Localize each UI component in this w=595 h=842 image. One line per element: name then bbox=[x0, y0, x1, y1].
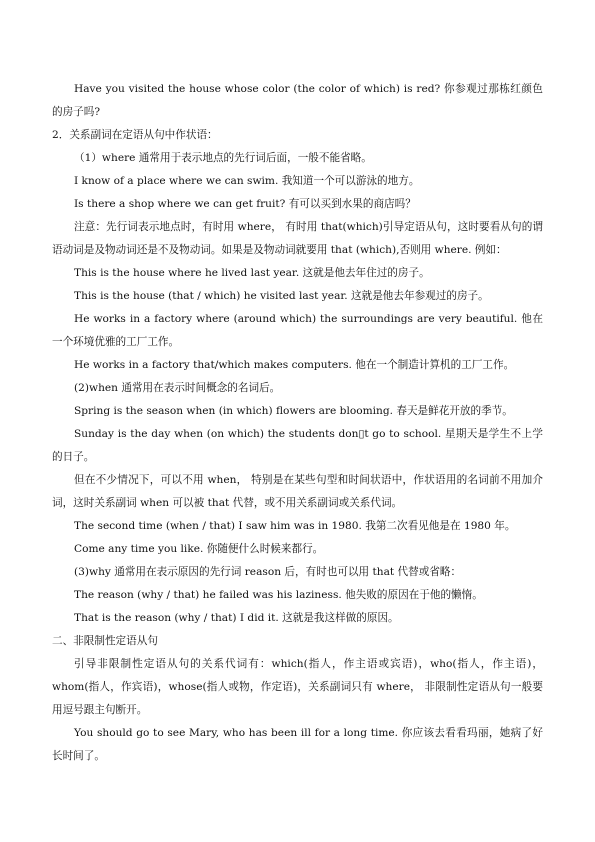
paragraph-line-22: You should go to see Mary, who has been ill for a long time. 你应该去看看玛丽，她病了好长时间了。 bbox=[52, 727, 543, 762]
paragraph-line-13: Sunday is the day when (on which) the students don▯t go to school. 星期天是学生不上学的日子。 bbox=[52, 428, 543, 463]
paragraph-line-4: I know of a place where we can swim. 我知道一个可以游泳的地方。 bbox=[74, 175, 420, 187]
paragraph-line-1: Have you visited the house whose color (the color of which) is red? 你参观过那栋红颜色的房子吗? bbox=[52, 83, 543, 118]
paragraph-nonrestrictive-intro: 引导非限制性定语从句的关系代词有：which(指人，作主语或宾语)，who(指人，作主语)，whom(指人，作宾语)，whose(指人或物，作定语)，关系副词只有 where， 非限制性定语从句一般要用逗号跟主句断开。 bbox=[52, 658, 543, 716]
paragraph-line-16: Come any time you like. 你随便什么时候来都行。 bbox=[74, 543, 324, 555]
paragraph-line-15: The second time (when / that) I saw him was in 1980. 我第二次看见他是在 1980 年。 bbox=[74, 520, 516, 532]
paragraph-line-7: This is the house where he lived last year. 这就是他去年住过的房子。 bbox=[74, 267, 430, 279]
section-heading-nonrestrictive: 二、非限制性定语从句 bbox=[52, 635, 158, 647]
paragraph-line-8: This is the house (that / which) he visited last year. 这就是他去年参观过的房子。 bbox=[74, 290, 489, 302]
paragraph-note-when: 但在不少情况下，可以不用 when， 特别是在某些句型和时间状语中，作状语用的名词前不用加介词，这时关系副词 when 可以被 that 代替，或不用关系副词或关系代词。 bbox=[52, 474, 543, 509]
paragraph-line-9: He works in a factory where (around which) the surroundings are very beautiful. 他在一个环境优雅的工厂工作。 bbox=[52, 313, 543, 348]
paragraph-line-11: (2)when 通常用在表示时间概念的名词后。 bbox=[74, 382, 281, 394]
paragraph-line-3: （1）where 通常用于表示地点的先行词后面，一般不能省略。 bbox=[74, 152, 372, 164]
paragraph-line-10: He works in a factory that/which makes computers. 他在一个制造计算机的工厂工作。 bbox=[74, 359, 515, 371]
paragraph-line-19: That is the reason (why / that) I did it. 这就是我这样做的原因。 bbox=[74, 612, 399, 624]
paragraph-note-where-that: 注意：先行词表示地点时，有时用 where， 有时用 that(which)引导定语从句，这时要看从句的谓语动词是及物动词还是不及物动词。如果是及物动词就要用 that (which),否则用 where. 例如： bbox=[52, 221, 543, 256]
paragraph-line-18: The reason (why / that) he failed was his laziness. 他失败的原因在于他的懒惰。 bbox=[74, 589, 483, 601]
paragraph-line-17: (3)why 通常用在表示原因的先行词 reason 后，有时也可以用 that 代替或省略： bbox=[74, 566, 462, 578]
paragraph-line-5: Is there a shop where we can get fruit? 有可以买到水果的商店吗？ bbox=[74, 198, 416, 210]
paragraph-line-12: Spring is the season when (in which) flowers are blooming. 春天是鲜花开放的季节。 bbox=[74, 405, 513, 417]
section-heading-relative-adverbs: 2．关系副词在定语从句中作状语： bbox=[52, 129, 218, 141]
